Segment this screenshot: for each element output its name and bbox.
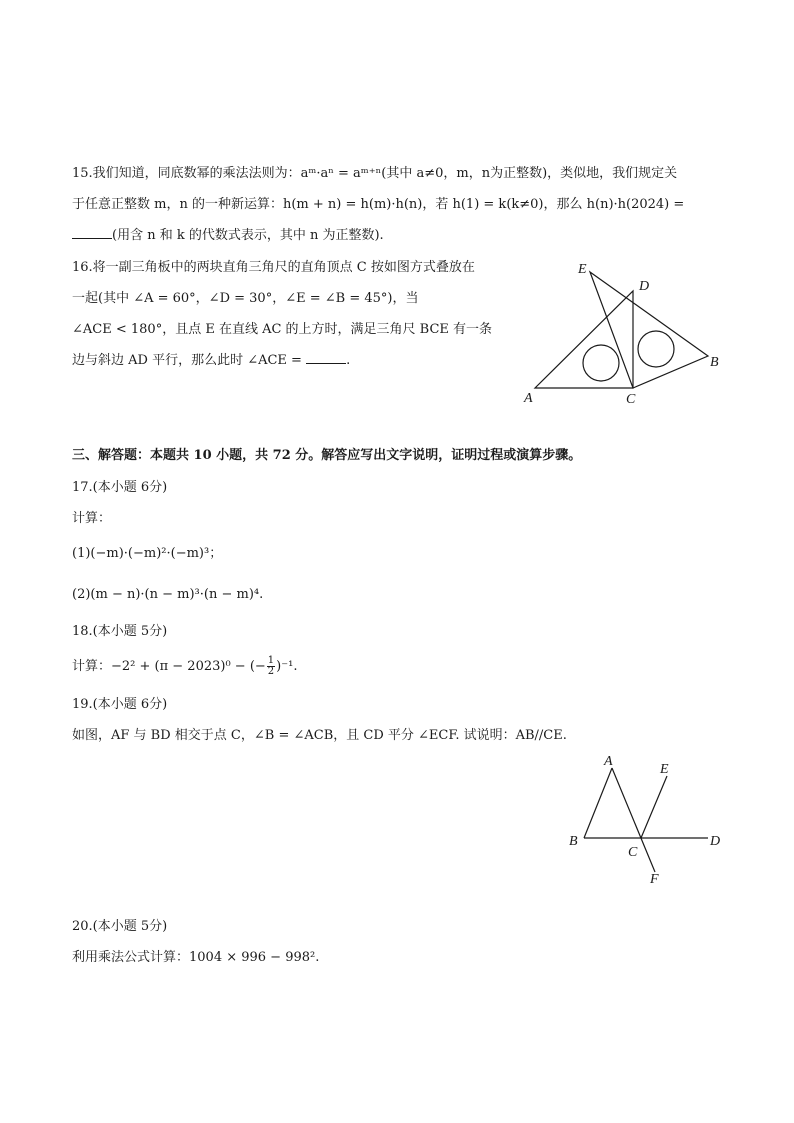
q17-intro: 计算：: [72, 511, 112, 526]
ray-ce: [641, 776, 667, 838]
triangle-acd: [535, 291, 633, 388]
label-E: E: [578, 262, 587, 277]
segment-ab: [584, 768, 612, 838]
section-3-header: 三、解答题：本题共 10 小题，共 72 分。解答应写出文字说明，证明过程或演算步骤。: [72, 448, 582, 463]
label-F: F: [650, 872, 659, 887]
q15-line3-text: (用含 n 和 k 的代数式表示，其中 n 为正整数).: [112, 228, 384, 243]
q16-line4-text: 边与斜边 AD 平行，那么此时 ∠ACE =: [72, 353, 302, 368]
answer-blank: [72, 226, 112, 239]
fraction-numerator: 1: [267, 655, 275, 666]
circle-right: [638, 331, 674, 367]
label-B: B: [569, 834, 578, 849]
q17-part1: (1)(−m)·(−m)²·(−m)³；: [72, 546, 223, 561]
label-D: D: [710, 834, 721, 849]
circle-left: [583, 345, 619, 381]
label-C: C: [628, 845, 638, 860]
q17-title: 17.(本小题 6分): [72, 480, 168, 495]
label-E: E: [660, 762, 669, 777]
fraction-one-half: [267, 656, 275, 677]
label-A: A: [524, 391, 533, 406]
label-C: C: [626, 392, 636, 407]
q15-line1: 15.我们知道，同底数幂的乘法法则为：aᵐ·aⁿ = aᵐ⁺ⁿ(其中 a≠0，m，n为正整数)，类似地，我们规定关: [72, 166, 678, 181]
q20-title: 20.(本小题 5分): [72, 919, 168, 934]
q18-expression: [72, 656, 297, 677]
q19-title: 19.(本小题 6分): [72, 697, 168, 712]
q18-expr-start: 计算：−2² + (π − 2023)⁰ − (−: [72, 659, 266, 674]
label-A: A: [604, 754, 613, 769]
triangle-overlap-figure: [515, 258, 735, 408]
q16-line2: 一起(其中 ∠A = 60°，∠D = 30°，∠E = ∠B = 45°)，当: [72, 291, 419, 306]
q17-part2: (2)(m − n)·(n − m)³·(n − m)⁴.: [72, 587, 264, 602]
q18-expr-end: )⁻¹.: [276, 659, 298, 674]
q18-title: 18.(本小题 5分): [72, 624, 168, 639]
q15-line3: [72, 226, 384, 246]
parallel-lines-figure: [560, 752, 730, 887]
q19-text: 如图，AF 与 BD 相交于点 C，∠B = ∠ACB，且 CD 平分 ∠ECF. 试说明：AB//CE.: [72, 728, 567, 743]
q16-line4: [72, 351, 350, 371]
fraction-denominator: 2: [267, 666, 275, 677]
q16-line4-end: .: [346, 353, 351, 368]
q20-text: 利用乘法公式计算：1004 × 996 − 998².: [72, 950, 320, 965]
answer-blank: [306, 351, 346, 364]
label-D: D: [639, 279, 650, 294]
q15-line2: 于任意正整数 m，n 的一种新运算：h(m + n) = h(m)·h(n)，若 h(1) = k(k≠0)，那么 h(n)·h(2024) =: [72, 197, 685, 212]
q16-line3: ∠ACE < 180°，且点 E 在直线 AC 的上方时，满足三角尺 BCE 有一条: [72, 322, 493, 337]
q16-line1: 16.将一副三角板中的两块直角三角尺的直角顶点 C 按如图方式叠放在: [72, 260, 475, 275]
label-B: B: [710, 355, 719, 370]
